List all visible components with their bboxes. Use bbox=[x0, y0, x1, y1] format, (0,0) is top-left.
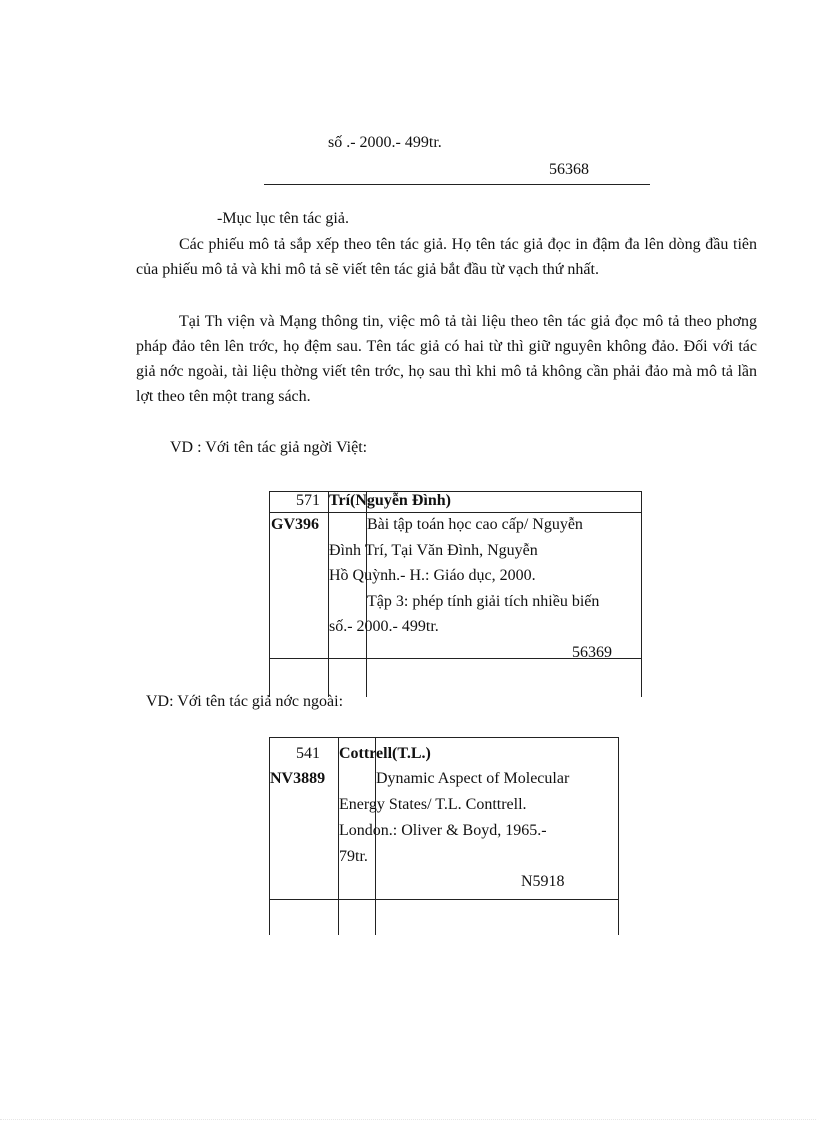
card-1-reg-number: 56369 bbox=[572, 644, 612, 661]
card-1-desc-line: Tập 3: phép tính giải tích nhiều biến bbox=[367, 593, 600, 610]
card-1-desc-line: Đình Trí, Tại Văn Đình, Nguyễn bbox=[329, 542, 538, 559]
card-2-call-number: NV3889 bbox=[270, 770, 326, 787]
card-2-desc-line: Energy States/ T.L. Conttrell. bbox=[339, 796, 527, 813]
card-2-top-rule bbox=[269, 737, 618, 738]
card-2-class-number: 541 bbox=[296, 745, 320, 762]
card-1-desc-line: Hồ Quỳnh.- H.: Giáo dục, 2000. bbox=[329, 567, 536, 584]
card-1-top-rule bbox=[269, 491, 641, 492]
paragraph-2: Tại Th viện và Mạng thông tin, việc mô tả tài liệu theo tên tác giả đọc mô tả theo phơng pháp đảo tên lên trớc, họ đệm sau. Tên tác giả có hai từ thì giữ nguyên không đảo. Đối với tác giả nớc ngoài, tài liệu thờng viết tên trớc, họ sau thì khi mô tả không cần phải đảo mà mô tả lần lợt theo tên một trang sách. bbox=[136, 313, 757, 405]
card-1-class-number: 571 bbox=[296, 492, 320, 509]
card-1-left-border bbox=[269, 491, 270, 697]
card-2-desc-line: Dynamic Aspect of Molecular bbox=[376, 770, 570, 787]
card-2-desc-line: London.: Oliver & Boyd, 1965.- bbox=[339, 822, 547, 839]
paragraph-1: Các phiếu mô tả sắp xếp theo tên tác giả. Họ tên tác giả đọc in đậm đa lên dòng đầu tiên của phiếu mô tả và khi mô tả sẽ viết tên tác giả bắt đầu từ vạch thứ nhất. bbox=[136, 236, 757, 278]
top-fragment-reg-number: 56368 bbox=[549, 161, 589, 178]
example-2-label: VD: Với tên tác giả nớc ngoài: bbox=[146, 693, 344, 710]
card-2-reg-number: N5918 bbox=[521, 873, 565, 890]
card-2-desc-line: 79tr. bbox=[339, 848, 368, 865]
card-1-author: Trí(Nguyễn Đình) bbox=[329, 492, 451, 509]
page-bottom-edge bbox=[0, 1119, 816, 1120]
top-fragment-line: số .- 2000.- 499tr. bbox=[328, 134, 442, 151]
top-fragment-rule bbox=[264, 184, 650, 185]
section-heading: -Mục lục tên tác giả. bbox=[217, 210, 349, 227]
card-1-desc-line: số.- 2000.- 499tr. bbox=[329, 618, 439, 635]
card-2-right-border bbox=[618, 737, 619, 935]
example-1-label: VD : Với tên tác giả ngời Việt: bbox=[170, 439, 368, 456]
card-2-author: Cottrell(T.L.) bbox=[339, 745, 431, 762]
card-1-right-border bbox=[641, 491, 642, 697]
card-1-call-number: GV396 bbox=[271, 516, 319, 533]
card-1-first-indent-line bbox=[328, 491, 329, 697]
card-1-desc-line: Bài tập toán học cao cấp/ Nguyễn bbox=[367, 516, 583, 533]
card-2-bottom-rule bbox=[269, 899, 618, 900]
